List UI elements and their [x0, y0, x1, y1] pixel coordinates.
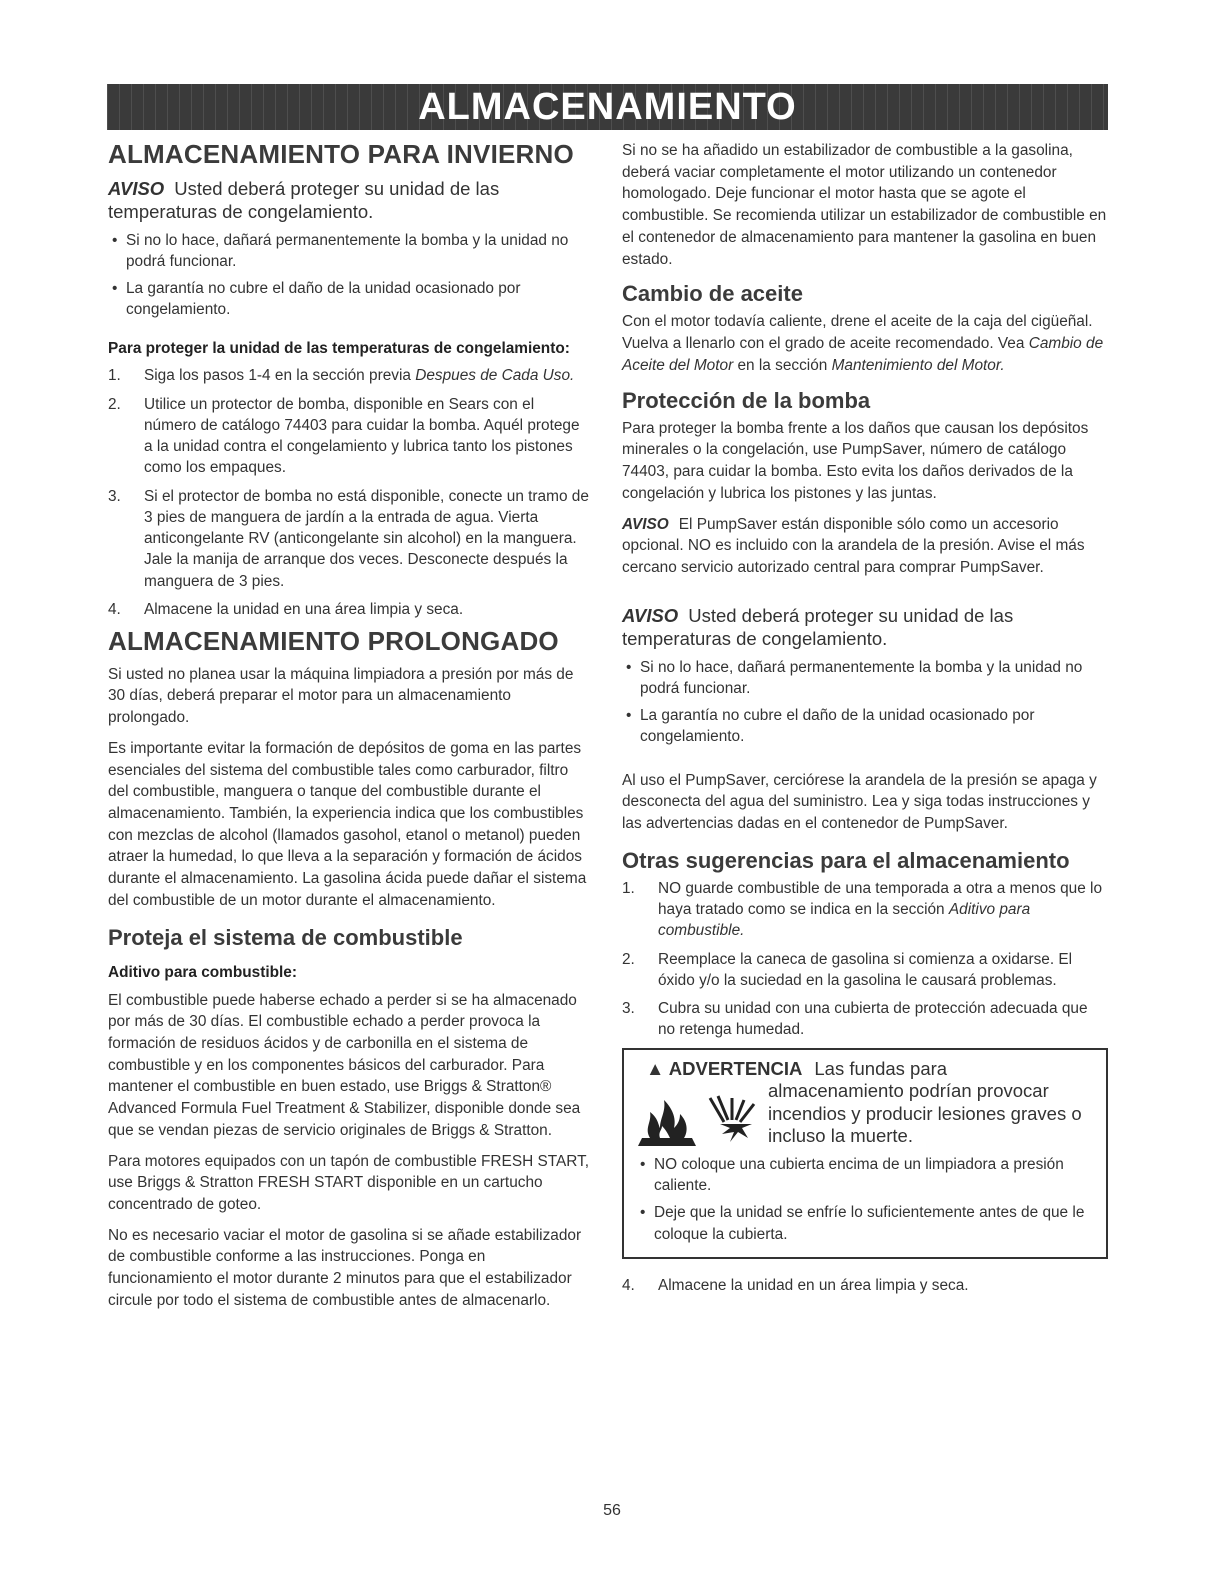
warning-icons: [636, 1080, 760, 1148]
step-number: 3.: [108, 487, 121, 505]
list-item: [108, 599, 590, 620]
warning-body: [636, 1080, 1096, 1148]
paragraph: Es importante evitar la formación de depósitos de goma en las partes esenciales del sistema del combustible tales como carburador, filtro del combustible, manguera o tanque del combustible durante el almacenamiento. También, la experiencia indica que los combustibles con mezclas de alcohol (llamados gasohol, etanol o metanol) pueden atraer la humedad, lo que lleva a la separación y formación de ácidos durante el almacenamiento. La gasolina ácida puede dañar el sistema del combustible de un motor durante el almacenamiento.: [108, 739, 587, 909]
aviso-text: El PumpSaver están disponible sólo como un accesorio opcional. NO es incluido con la arandela de la presión. Avise el más cercano servicio autorizado central para comprar PumpSaver.: [622, 515, 1085, 576]
warning-heading: [636, 1058, 1096, 1081]
step-text: Almacene la unidad en un área limpia y seca.: [658, 1276, 969, 1294]
spacer: [622, 754, 1108, 770]
otras-list: [622, 878, 1108, 1041]
aviso-bullets: [622, 657, 1108, 748]
step-text: Almacene la unidad en una área limpia y seca.: [144, 600, 464, 618]
warning-text-b: almacenamiento podrían provocar incendios y producir lesiones graves o incluso la muerte.: [768, 1080, 1082, 1147]
aviso-label: AVISO: [622, 604, 679, 626]
list-item: [108, 394, 590, 479]
aviso-notice: [108, 177, 590, 224]
aviso-notice: [622, 604, 1108, 651]
step-text: Cubra su unidad con una cubierta de protección adecuada que no retenga humedad.: [658, 1000, 1088, 1039]
warning-label: ▲ ADVERTENCIA: [646, 1057, 803, 1079]
aviso-pumpsaver: [622, 514, 1108, 579]
aceite-text-c: en la sección: [733, 356, 832, 374]
heading-aceite: Cambio de aceite: [622, 281, 803, 307]
proteger-steps: [108, 365, 590, 620]
explosion-icon: [704, 1094, 760, 1148]
warning-bullets: [636, 1154, 1096, 1245]
warning-box: [622, 1048, 1108, 1259]
paragraph: El combustible puede haberse echado a perder si se ha almacenado por más de 30 días. El combustible echado a perder provoca la formación de residuos ácidos y de carbonilla en el sistema de combustible y en los componentes básicos del carburador. Para mantener el combustible en buen estado, use Briggs & Stratton® Advanced Formula Fuel Treatment & Stabilizer, disponible donde sea que se vendan piezas de servicio originales de Briggs & Stratton.: [108, 991, 581, 1139]
heading-otras: Otras sugerencias para el almacenamiento: [622, 847, 1070, 873]
right-column: [622, 140, 1108, 1303]
proteger-subheading: Para proteger la unidad de las temperaturas de congelamiento:: [108, 339, 570, 357]
heading-prolongado: ALMACENAMIENTO PROLONGADO: [108, 626, 559, 657]
step-text: [144, 365, 590, 386]
step-text-a: Siga los pasos 1-4 en la sección previa: [144, 367, 416, 385]
paragraph: Para proteger la bomba frente a los daños que causan los depósitos minerales o la congelación, use PumpSaver, número de catálogo 74403, para cuidar la bomba. Esto evita los daños derivados de la congelación y lubrica los pistones y las juntas.: [622, 419, 1089, 502]
aceite-ref-2: Mantenimiento del Motor.: [831, 356, 1005, 374]
list-item: • Si no lo hace, dañará permanentemente la bomba y la unidad no podrá funcionar.: [108, 230, 590, 273]
list-item: • La garantía no cubre el daño de la unidad ocasionado por congelamiento.: [108, 278, 590, 321]
list-item: [108, 486, 590, 592]
step-text: Si el protector de bomba no está disponible, conecte un tramo de 3 pies de manguera de jardín a la entrada de agua. Vierta anticongelante RV (anticongelante sin alcohol) en la manguera. Jale la manija de arranque dos veces. Desconecte después la manguera de 3 pies.: [144, 487, 589, 590]
list-item: • NO coloque una cubierta encima de un limpiadora a presión caliente.: [636, 1154, 1096, 1197]
step-number: 2.: [622, 950, 635, 968]
section-banner: [107, 84, 1108, 130]
step-number: 3.: [622, 1000, 635, 1018]
fire-icon: [636, 1098, 698, 1148]
left-column: [108, 140, 590, 1321]
list-item: [622, 998, 1108, 1041]
list-item: • Deje que la unidad se enfríe lo suficientemente antes de que le coloque la cubierta.: [636, 1202, 1096, 1245]
aviso-text: Usted deberá proteger su unidad de las temperaturas de congelamiento.: [622, 604, 1014, 650]
heading-bomba: Protección de la bomba: [622, 387, 871, 413]
paragraph: Si no se ha añadido un estabilizador de combustible a la gasolina, deberá vaciar completamente el motor utilizando un contenedor homologado. Deje funcionar el motor hasta que se agote el combustible. Se recomienda utilizar un estabilizador de combustible en el contenedor de almacenamiento para mantener la gasolina en buen estado.: [622, 142, 1107, 268]
list-item: [622, 949, 1108, 992]
aceite-ref: Cambio de Aceite del Motor: [622, 335, 1104, 374]
aviso-bullets: [108, 230, 590, 321]
heading-invierno: ALMACENAMIENTO PARA INVIERNO: [108, 139, 574, 169]
aditivo-subheading: Aditivo para combustible:: [108, 963, 297, 981]
step-number: 1.: [622, 879, 635, 897]
step-text: Reemplace la caneca de gasolina si comienza a oxidarse. El óxido y/o la suciedad en la gasolina le causará problemas.: [658, 950, 1073, 989]
aviso-label: AVISO: [622, 515, 669, 533]
list-item: [622, 1275, 1108, 1296]
paragraph: Si usted no planea usar la máquina limpiadora a presión por más de 30 días, deberá preparar el motor para un almacenamiento prolongado.: [108, 665, 574, 727]
step-text-ref: Despues de Cada Uso.: [415, 367, 575, 385]
step-number: 1.: [108, 367, 121, 385]
step-number: 4.: [622, 1276, 635, 1294]
otras-list-cont: [622, 1275, 1108, 1296]
step-text-ref: Aditivo para combustible.: [658, 901, 1031, 940]
step-text: Utilice un protector de bomba, disponible en Sears con el número de catálogo 74403 para cuidar la bomba. Aquél protege a la unidad contra el congelamiento y lubrica tanto los pistones como los empaques.: [144, 395, 580, 477]
list-item: [622, 878, 1108, 942]
list-item: • Si no lo hace, dañará permanentemente la bomba y la unidad no podrá funcionar.: [622, 657, 1108, 700]
aviso-text: Usted deberá proteger su unidad de las temperaturas de congelamiento.: [108, 177, 500, 223]
aceite-text-a: Con el motor todavía caliente, drene el aceite de la caja del cigüeñal. Vuelva a llenarlo con el grado de aceite recomendado. Vea: [622, 313, 1093, 353]
step-text: [658, 878, 1108, 942]
heading-proteja: Proteja el sistema de combustible: [108, 924, 463, 950]
step-number: 2.: [108, 395, 121, 413]
paragraph: Al uso el PumpSaver, cerciórese la arandela de la presión se apaga y desconecta del agua del suministro. Lea y siga todas instrucciones y las advertencias dadas en el contenedor de PumpSaver.: [622, 771, 1097, 833]
step-number: 4.: [108, 600, 121, 618]
paragraph: [622, 311, 1108, 376]
paragraph: Para motores equipados con un tapón de combustible FRESH START, use Briggs & Stratton FRESH START disponible en un cartucho concentrado de goteo.: [108, 1152, 590, 1213]
section-title: ALMACENAMIENTO: [418, 86, 797, 128]
spacer: [622, 588, 1108, 604]
step-text-a: NO guarde combustible de una temporada a otra a menos que lo haya tratado como se indica en la sección: [658, 879, 1103, 919]
list-item: [108, 365, 590, 386]
aviso-label: AVISO: [108, 177, 165, 199]
page-number: 56: [603, 1502, 621, 1519]
warning-text-a: Las fundas para: [814, 1057, 948, 1079]
list-item: • La garantía no cubre el daño de la unidad ocasionado por congelamiento.: [622, 705, 1108, 748]
paragraph: No es necesario vaciar el motor de gasolina si se añade estabilizador de combustible conforme a las instrucciones. Ponga en funcionamiento el motor durante 2 minutos para que el estabilizador circule por todo el sistema de combustible antes de almacenarlo.: [108, 1226, 582, 1309]
